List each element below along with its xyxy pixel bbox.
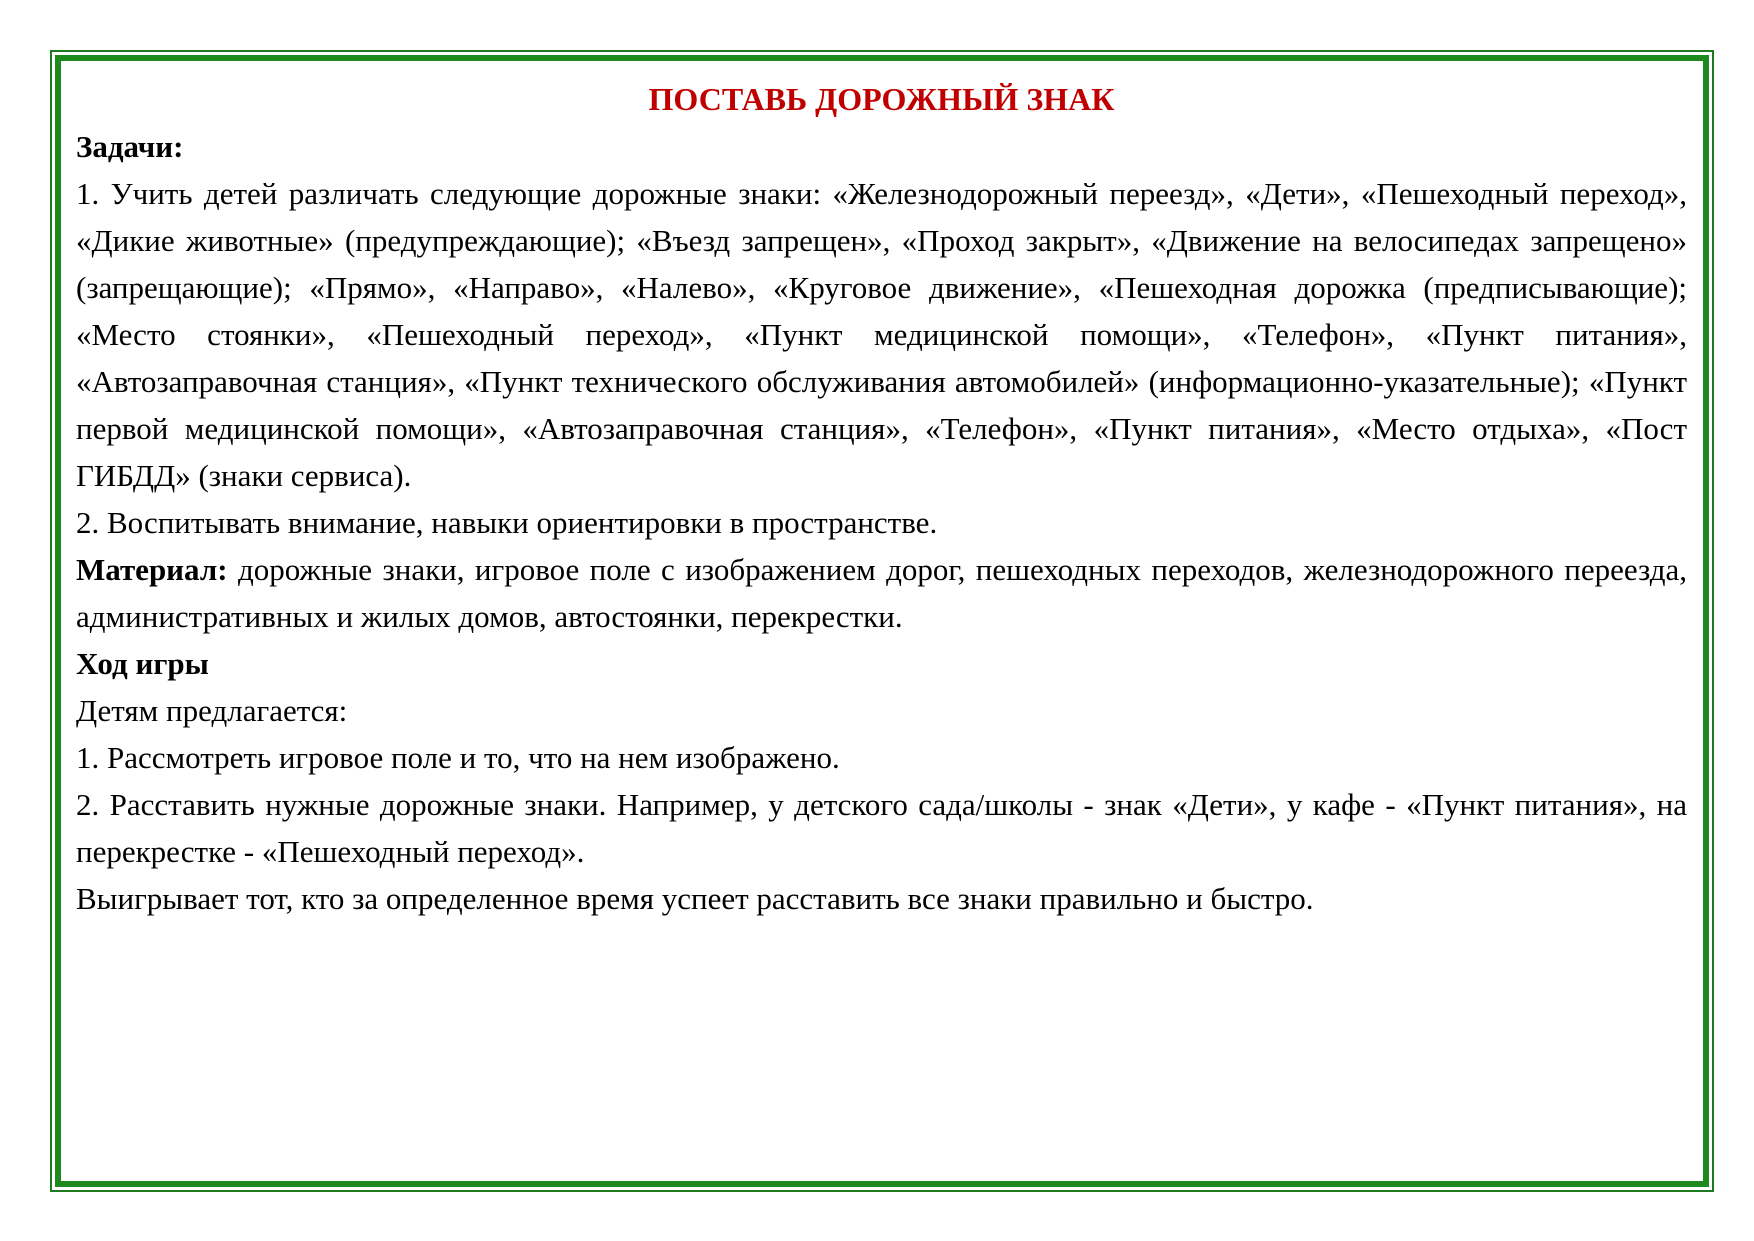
document-title: ПОСТАВЬ ДОРОЖНЫЙ ЗНАК [648,81,1115,117]
material-text: дорожные знаки, игровое поле с изображением дорог, пешеходных переходов, железнодорожного переезда, административных и жилых домов, автостоянки, перекрестки. [76,552,1687,634]
document-body [76,70,1687,922]
material-paragraph [76,546,1687,640]
game-step-1: 1. Рассмотреть игровое поле и то, что на нем изображено. [76,740,840,775]
game-conclusion: Выигрывает тот, кто за определенное время успеет расставить все знаки правильно и быстро. [76,881,1314,916]
tasks-heading: Задачи: [76,129,184,164]
task-item-1: 1. Учить детей различать следующие дорожные знаки: «Железнодорожный переезд», «Дети», «Пешеходный переход», «Дикие животные» (предупреждающие); «Въезд запрещен», «Проход закрыт», «Движение на велосипедах запрещено» (запрещающие); «Прямо», «Направо», «Налево», «Круговое движение», «Пешеходная дорожка (предписывающие); «Место стоянки», «Пешеходный переход», «Пункт медицинской помощи», «Телефон», «Пункт питания», «Автозаправочная станция», «Пункт технического обслуживания автомобилей» (информационно-указательные); «Пункт первой медицинской помощи», «Автозаправочная станция», «Телефон», «Пункт питания», «Место отдыха», «Пост ГИБДД» (знаки сервиса). [76,176,1687,493]
game-intro: Детям предлагается: [76,693,348,728]
material-label: Материал: [76,552,228,587]
game-heading: Ход игры [76,646,209,681]
task-item-2: 2. Воспитывать внимание, навыки ориентировки в пространстве. [76,505,938,540]
game-step-2: 2. Расставить нужные дорожные знаки. Например, у детского сада/школы - знак «Дети», у кафе - «Пункт питания», на перекрестке - «Пешеходный переход». [76,787,1687,869]
